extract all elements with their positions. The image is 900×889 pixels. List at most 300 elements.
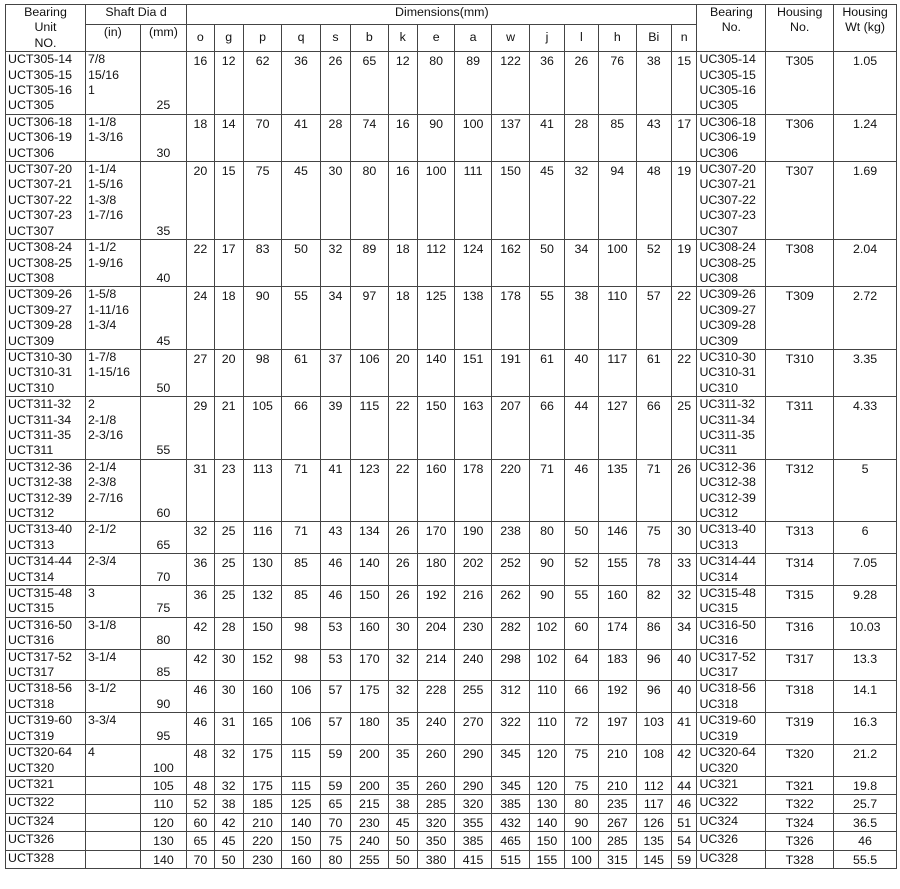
cell-dim-h: 285 — [599, 832, 636, 850]
cell-dim-j: 110 — [530, 713, 564, 745]
cell-dim-a: 138 — [455, 287, 491, 350]
cell-bearing-no: UC321 — [697, 776, 766, 794]
cell-bearing-no: UC313-40 UC313 — [697, 522, 766, 554]
cell-dim-j: 36 — [530, 52, 564, 115]
cell-unit-no: UCT307-20 UCT307-21 UCT307-22 UCT307-23 UCT307 — [6, 162, 86, 240]
cell-dim-g: 32 — [214, 776, 243, 794]
cell-dim-p: 116 — [243, 522, 281, 554]
cell-housing-no: T312 — [766, 459, 834, 522]
cell-dim-k: 35 — [388, 745, 417, 777]
cell-dim-g: 45 — [214, 832, 243, 850]
cell-dim-e: 125 — [417, 287, 454, 350]
table-row — [6, 776, 897, 794]
cell-dim-bi: 86 — [636, 617, 671, 649]
cell-bearing-no: UC310-30 UC310-31 UC310 — [697, 349, 766, 396]
cell-dim-n: 26 — [671, 459, 697, 522]
cell-dim-q: 36 — [282, 52, 320, 115]
cell-shaft-mm: 90 — [140, 681, 187, 713]
header-dim-s: s — [320, 25, 350, 52]
cell-dim-s: 53 — [320, 617, 350, 649]
cell-dim-l: 60 — [564, 617, 598, 649]
cell-dim-bi: 126 — [636, 813, 671, 831]
cell-dim-o: 60 — [187, 813, 214, 831]
table-row — [6, 795, 897, 813]
cell-unit-no: UCT306-18 UCT306-19 UCT306 — [6, 114, 86, 161]
cell-dim-j: 41 — [530, 114, 564, 161]
cell-dim-j: 55 — [530, 287, 564, 350]
table-row — [6, 813, 897, 831]
cell-bearing-no: UC311-32 UC311-34 UC311-35 UC311 — [697, 397, 766, 460]
cell-shaft-mm: 75 — [140, 586, 187, 618]
cell-dim-l: 66 — [564, 681, 598, 713]
cell-dim-o: 36 — [187, 554, 214, 586]
cell-dim-p: 98 — [243, 349, 281, 396]
cell-dim-l: 28 — [564, 114, 598, 161]
cell-bearing-no: UC318-56 UC318 — [697, 681, 766, 713]
cell-housing-wt: 3.35 — [834, 349, 897, 396]
cell-housing-no: T308 — [766, 240, 834, 287]
cell-dim-b: 65 — [351, 52, 388, 115]
cell-dim-j: 71 — [530, 459, 564, 522]
cell-shaft-mm: 120 — [140, 813, 187, 831]
cell-shaft-in: 3-1/8 — [85, 617, 140, 649]
cell-dim-g: 31 — [214, 713, 243, 745]
header-bearing-no: Bearing No. — [697, 5, 766, 52]
cell-housing-wt: 2.04 — [834, 240, 897, 287]
cell-dim-s: 39 — [320, 397, 350, 460]
cell-dim-l: 32 — [564, 162, 598, 240]
cell-dim-p: 90 — [243, 287, 281, 350]
table-row — [6, 554, 897, 586]
cell-dim-b: 115 — [351, 397, 388, 460]
cell-dim-w: 385 — [491, 795, 529, 813]
header-dim-l: l — [564, 25, 598, 52]
cell-dim-s: 57 — [320, 681, 350, 713]
cell-shaft-in: 1-1/2 1-9/16 — [85, 240, 140, 287]
cell-dim-o: 20 — [187, 162, 214, 240]
cell-housing-wt: 2.72 — [834, 287, 897, 350]
cell-shaft-mm: 35 — [140, 162, 187, 240]
cell-shaft-in — [85, 813, 140, 831]
cell-bearing-no: UC322 — [697, 795, 766, 813]
table-row — [6, 649, 897, 681]
cell-dim-k: 20 — [388, 349, 417, 396]
cell-dim-k: 50 — [388, 850, 417, 868]
cell-dim-e: 320 — [417, 813, 454, 831]
cell-housing-wt: 46 — [834, 832, 897, 850]
cell-dim-e: 100 — [417, 162, 454, 240]
cell-dim-q: 115 — [282, 776, 320, 794]
cell-dim-e: 160 — [417, 459, 454, 522]
cell-dim-a: 385 — [455, 832, 491, 850]
cell-dim-g: 18 — [214, 287, 243, 350]
cell-dim-n: 46 — [671, 795, 697, 813]
cell-dim-h: 127 — [599, 397, 636, 460]
cell-dim-q: 61 — [282, 349, 320, 396]
cell-dim-k: 22 — [388, 459, 417, 522]
cell-unit-no: UCT320-64 UCT320 — [6, 745, 86, 777]
cell-dim-g: 38 — [214, 795, 243, 813]
cell-dim-b: 230 — [351, 813, 388, 831]
cell-shaft-in: 2 2-1/8 2-3/16 — [85, 397, 140, 460]
cell-dim-a: 202 — [455, 554, 491, 586]
cell-shaft-in — [85, 795, 140, 813]
cell-dim-q: 41 — [282, 114, 320, 161]
cell-dim-bi: 48 — [636, 162, 671, 240]
cell-dim-n: 25 — [671, 397, 697, 460]
cell-dim-b: 97 — [351, 287, 388, 350]
cell-housing-no: T313 — [766, 522, 834, 554]
cell-shaft-mm: 30 — [140, 114, 187, 161]
cell-bearing-no: UC326 — [697, 832, 766, 850]
cell-unit-no: UCT319-60 UCT319 — [6, 713, 86, 745]
cell-unit-no: UCT326 — [6, 832, 86, 850]
cell-housing-wt: 55.5 — [834, 850, 897, 868]
cell-bearing-no: UC309-26 UC309-27 UC309-28 UC309 — [697, 287, 766, 350]
cell-shaft-mm: 105 — [140, 776, 187, 794]
cell-dim-k: 18 — [388, 287, 417, 350]
cell-dim-o: 24 — [187, 287, 214, 350]
cell-dim-a: 355 — [455, 813, 491, 831]
cell-dim-h: 210 — [599, 776, 636, 794]
cell-dim-o: 48 — [187, 776, 214, 794]
cell-dim-j: 102 — [530, 649, 564, 681]
cell-unit-no: UCT316-50 UCT316 — [6, 617, 86, 649]
cell-dim-l: 72 — [564, 713, 598, 745]
cell-dim-k: 50 — [388, 832, 417, 850]
cell-dim-n: 19 — [671, 240, 697, 287]
cell-dim-h: 155 — [599, 554, 636, 586]
cell-dim-bi: 108 — [636, 745, 671, 777]
cell-dim-b: 150 — [351, 586, 388, 618]
cell-housing-wt: 10.03 — [834, 617, 897, 649]
cell-dim-k: 32 — [388, 649, 417, 681]
cell-dim-w: 465 — [491, 832, 529, 850]
cell-dim-k: 38 — [388, 795, 417, 813]
cell-dim-l: 64 — [564, 649, 598, 681]
cell-dim-o: 16 — [187, 52, 214, 115]
cell-dim-k: 30 — [388, 617, 417, 649]
bearing-spec-table — [5, 4, 897, 869]
cell-dim-k: 22 — [388, 397, 417, 460]
header-dim-j: j — [530, 25, 564, 52]
cell-dim-q: 98 — [282, 617, 320, 649]
cell-dim-w: 207 — [491, 397, 529, 460]
cell-dim-q: 85 — [282, 554, 320, 586]
cell-shaft-in — [85, 832, 140, 850]
cell-bearing-no: UC312-36 UC312-38 UC312-39 UC312 — [697, 459, 766, 522]
cell-housing-no: T320 — [766, 745, 834, 777]
cell-dim-e: 260 — [417, 776, 454, 794]
cell-dim-bi: 112 — [636, 776, 671, 794]
cell-dim-n: 40 — [671, 681, 697, 713]
cell-unit-no: UCT311-32 UCT311-34 UCT311-35 UCT311 — [6, 397, 86, 460]
cell-dim-b: 140 — [351, 554, 388, 586]
cell-housing-wt: 5 — [834, 459, 897, 522]
header-dim-k: k — [388, 25, 417, 52]
cell-unit-no: UCT312-36 UCT312-38 UCT312-39 UCT312 — [6, 459, 86, 522]
cell-dim-g: 20 — [214, 349, 243, 396]
cell-shaft-mm: 25 — [140, 52, 187, 115]
cell-dim-g: 25 — [214, 554, 243, 586]
cell-shaft-in: 1-1/4 1-5/16 1-3/8 1-7/16 — [85, 162, 140, 240]
table-row — [6, 832, 897, 850]
cell-dim-s: 37 — [320, 349, 350, 396]
header-dim-g: g — [214, 25, 243, 52]
cell-bearing-no: UC314-44 UC314 — [697, 554, 766, 586]
cell-dim-a: 190 — [455, 522, 491, 554]
cell-dim-a: 240 — [455, 649, 491, 681]
cell-dim-l: 38 — [564, 287, 598, 350]
table-row — [6, 681, 897, 713]
cell-dim-bi: 38 — [636, 52, 671, 115]
cell-dim-s: 34 — [320, 287, 350, 350]
cell-dim-w: 150 — [491, 162, 529, 240]
cell-unit-no: UCT310-30 UCT310-31 UCT310 — [6, 349, 86, 396]
cell-housing-wt: 6 — [834, 522, 897, 554]
cell-dim-p: 175 — [243, 745, 281, 777]
cell-unit-no: UCT308-24 UCT308-25 UCT308 — [6, 240, 86, 287]
cell-shaft-in: 3-3/4 — [85, 713, 140, 745]
cell-dim-n: 59 — [671, 850, 697, 868]
cell-dim-q: 85 — [282, 586, 320, 618]
cell-dim-a: 124 — [455, 240, 491, 287]
cell-shaft-in: 4 — [85, 745, 140, 777]
cell-shaft-in: 1-7/8 1-15/16 — [85, 349, 140, 396]
cell-dim-p: 130 — [243, 554, 281, 586]
cell-dim-k: 26 — [388, 522, 417, 554]
cell-dim-j: 120 — [530, 776, 564, 794]
table-row — [6, 617, 897, 649]
cell-shaft-mm: 40 — [140, 240, 187, 287]
cell-housing-no: T314 — [766, 554, 834, 586]
cell-bearing-no: UC324 — [697, 813, 766, 831]
cell-shaft-mm: 140 — [140, 850, 187, 868]
cell-dim-o: 36 — [187, 586, 214, 618]
cell-dim-s: 41 — [320, 459, 350, 522]
table-row — [6, 240, 897, 287]
table-row — [6, 162, 897, 240]
header-dimensions: Dimensions(mm) — [187, 5, 697, 25]
cell-dim-p: 75 — [243, 162, 281, 240]
header-shaft-dia: Shaft Dia d — [85, 5, 186, 25]
cell-housing-no: T315 — [766, 586, 834, 618]
cell-dim-bi: 71 — [636, 459, 671, 522]
cell-unit-no: UCT309-26 UCT309-27 UCT309-28 UCT309 — [6, 287, 86, 350]
cell-dim-n: 32 — [671, 586, 697, 618]
cell-housing-wt: 13.3 — [834, 649, 897, 681]
cell-dim-q: 98 — [282, 649, 320, 681]
cell-dim-a: 290 — [455, 745, 491, 777]
cell-housing-wt: 4.33 — [834, 397, 897, 460]
cell-dim-p: 150 — [243, 617, 281, 649]
cell-dim-w: 178 — [491, 287, 529, 350]
table-row — [6, 349, 897, 396]
cell-dim-n: 51 — [671, 813, 697, 831]
cell-dim-a: 89 — [455, 52, 491, 115]
cell-dim-q: 140 — [282, 813, 320, 831]
cell-dim-k: 32 — [388, 681, 417, 713]
cell-housing-no: T307 — [766, 162, 834, 240]
cell-dim-b: 200 — [351, 745, 388, 777]
cell-dim-h: 100 — [599, 240, 636, 287]
header-dim-h: h — [599, 25, 636, 52]
cell-housing-no: T324 — [766, 813, 834, 831]
cell-shaft-in — [85, 776, 140, 794]
cell-dim-h: 76 — [599, 52, 636, 115]
cell-dim-w: 345 — [491, 745, 529, 777]
table-row — [6, 586, 897, 618]
cell-dim-g: 28 — [214, 617, 243, 649]
cell-dim-l: 46 — [564, 459, 598, 522]
cell-housing-no: T311 — [766, 397, 834, 460]
cell-dim-o: 52 — [187, 795, 214, 813]
header-dim-e: e — [417, 25, 454, 52]
cell-housing-wt: 7.05 — [834, 554, 897, 586]
cell-dim-b: 200 — [351, 776, 388, 794]
cell-shaft-in: 2-1/4 2-3/8 2-7/16 — [85, 459, 140, 522]
cell-dim-a: 320 — [455, 795, 491, 813]
cell-dim-bi: 96 — [636, 649, 671, 681]
cell-dim-k: 26 — [388, 554, 417, 586]
cell-dim-q: 125 — [282, 795, 320, 813]
cell-dim-p: 132 — [243, 586, 281, 618]
cell-dim-j: 45 — [530, 162, 564, 240]
cell-bearing-no: UC307-20 UC307-21 UC307-22 UC307-23 UC307 — [697, 162, 766, 240]
cell-dim-n: 22 — [671, 349, 697, 396]
cell-dim-q: 150 — [282, 832, 320, 850]
cell-dim-s: 57 — [320, 713, 350, 745]
cell-dim-e: 260 — [417, 745, 454, 777]
cell-dim-p: 220 — [243, 832, 281, 850]
cell-dim-e: 90 — [417, 114, 454, 161]
cell-dim-w: 162 — [491, 240, 529, 287]
cell-shaft-mm: 60 — [140, 459, 187, 522]
cell-dim-o: 65 — [187, 832, 214, 850]
cell-dim-n: 44 — [671, 776, 697, 794]
cell-dim-n: 22 — [671, 287, 697, 350]
cell-dim-j: 66 — [530, 397, 564, 460]
cell-dim-q: 71 — [282, 459, 320, 522]
cell-dim-a: 100 — [455, 114, 491, 161]
cell-housing-no: T322 — [766, 795, 834, 813]
cell-dim-h: 192 — [599, 681, 636, 713]
cell-dim-q: 55 — [282, 287, 320, 350]
cell-dim-h: 210 — [599, 745, 636, 777]
cell-dim-p: 105 — [243, 397, 281, 460]
cell-dim-a: 255 — [455, 681, 491, 713]
cell-dim-a: 230 — [455, 617, 491, 649]
cell-dim-h: 117 — [599, 349, 636, 396]
cell-dim-h: 315 — [599, 850, 636, 868]
cell-dim-p: 210 — [243, 813, 281, 831]
cell-housing-wt: 9.28 — [834, 586, 897, 618]
cell-dim-b: 123 — [351, 459, 388, 522]
cell-dim-q: 71 — [282, 522, 320, 554]
cell-dim-a: 151 — [455, 349, 491, 396]
cell-dim-k: 18 — [388, 240, 417, 287]
cell-dim-k: 16 — [388, 114, 417, 161]
cell-dim-s: 53 — [320, 649, 350, 681]
cell-dim-q: 50 — [282, 240, 320, 287]
cell-dim-e: 140 — [417, 349, 454, 396]
cell-dim-bi: 103 — [636, 713, 671, 745]
cell-dim-q: 160 — [282, 850, 320, 868]
cell-dim-w: 312 — [491, 681, 529, 713]
cell-dim-o: 70 — [187, 850, 214, 868]
cell-shaft-in — [85, 850, 140, 868]
cell-dim-j: 102 — [530, 617, 564, 649]
table-row — [6, 52, 897, 115]
cell-unit-no: UCT328 — [6, 850, 86, 868]
cell-unit-no: UCT318-56 UCT318 — [6, 681, 86, 713]
cell-housing-wt: 21.2 — [834, 745, 897, 777]
cell-dim-g: 12 — [214, 52, 243, 115]
cell-housing-wt: 1.05 — [834, 52, 897, 115]
cell-shaft-mm: 45 — [140, 287, 187, 350]
cell-dim-s: 65 — [320, 795, 350, 813]
cell-dim-w: 345 — [491, 776, 529, 794]
cell-dim-n: 17 — [671, 114, 697, 161]
cell-bearing-no: UC316-50 UC316 — [697, 617, 766, 649]
cell-dim-o: 46 — [187, 681, 214, 713]
cell-housing-wt: 1.69 — [834, 162, 897, 240]
cell-dim-bi: 145 — [636, 850, 671, 868]
cell-dim-b: 170 — [351, 649, 388, 681]
header-dim-bi: Bi — [636, 25, 671, 52]
cell-dim-n: 42 — [671, 745, 697, 777]
cell-dim-e: 150 — [417, 397, 454, 460]
cell-bearing-no: UC317-52 UC317 — [697, 649, 766, 681]
cell-dim-s: 46 — [320, 586, 350, 618]
cell-shaft-in: 2-3/4 — [85, 554, 140, 586]
cell-dim-n: 34 — [671, 617, 697, 649]
cell-housing-wt: 36.5 — [834, 813, 897, 831]
cell-unit-no: UCT305-14 UCT305-15 UCT305-16 UCT305 — [6, 52, 86, 115]
cell-dim-h: 94 — [599, 162, 636, 240]
cell-dim-p: 70 — [243, 114, 281, 161]
cell-dim-w: 220 — [491, 459, 529, 522]
cell-dim-s: 26 — [320, 52, 350, 115]
cell-dim-s: 32 — [320, 240, 350, 287]
cell-unit-no: UCT313-40 UCT313 — [6, 522, 86, 554]
cell-dim-w: 298 — [491, 649, 529, 681]
cell-shaft-mm: 95 — [140, 713, 187, 745]
header-dim-q: q — [282, 25, 320, 52]
cell-dim-n: 30 — [671, 522, 697, 554]
cell-dim-b: 255 — [351, 850, 388, 868]
cell-dim-h: 85 — [599, 114, 636, 161]
cell-dim-l: 44 — [564, 397, 598, 460]
cell-dim-j: 140 — [530, 813, 564, 831]
cell-dim-a: 415 — [455, 850, 491, 868]
cell-dim-bi: 66 — [636, 397, 671, 460]
cell-dim-bi: 117 — [636, 795, 671, 813]
cell-dim-o: 32 — [187, 522, 214, 554]
cell-dim-s: 46 — [320, 554, 350, 586]
cell-dim-p: 113 — [243, 459, 281, 522]
cell-dim-bi: 135 — [636, 832, 671, 850]
cell-dim-b: 106 — [351, 349, 388, 396]
cell-shaft-mm: 65 — [140, 522, 187, 554]
cell-dim-p: 230 — [243, 850, 281, 868]
cell-shaft-in: 1-1/8 1-3/16 — [85, 114, 140, 161]
cell-shaft-in: 3-1/4 — [85, 649, 140, 681]
cell-dim-s: 43 — [320, 522, 350, 554]
cell-shaft-in: 1-5/8 1-11/16 1-3/4 — [85, 287, 140, 350]
cell-dim-bi: 61 — [636, 349, 671, 396]
cell-shaft-mm: 55 — [140, 397, 187, 460]
